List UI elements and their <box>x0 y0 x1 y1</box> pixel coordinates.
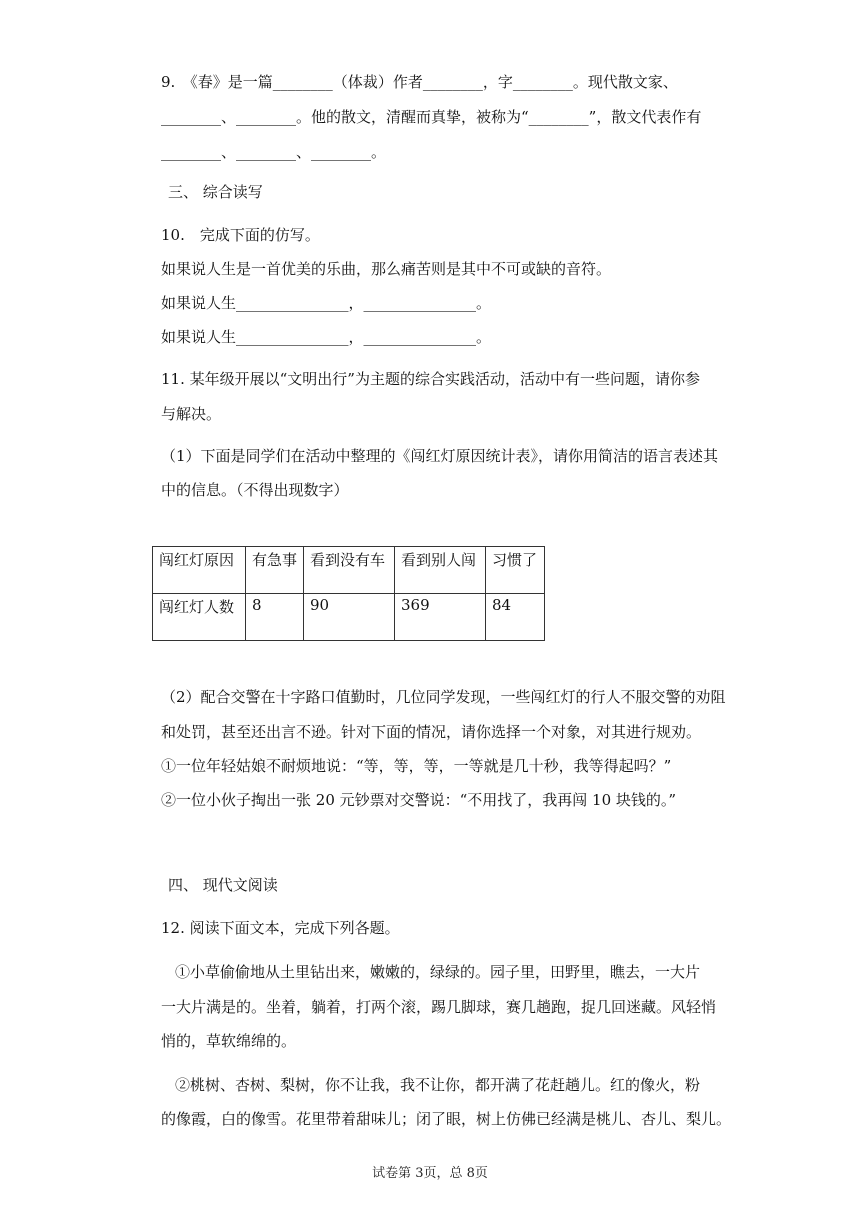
q9-line-3: ________、________、________。 <box>161 143 387 161</box>
q10-stem: 10. 完成下面的仿写。 <box>161 226 320 244</box>
q11-stem-line-1: 11. 某年级开展以“文明出行”为主题的综合实践活动，活动中有一些问题，请你参 <box>161 370 700 388</box>
passage-para-1-line-3: 悄的，草软绵绵的。 <box>161 1032 297 1050</box>
table-cell: 闯红灯原因 <box>153 547 246 594</box>
q10-example: 如果说人生是一首优美的乐曲，那么痛苦则是其中不可或缺的音符。 <box>161 260 612 278</box>
q11-part1-line-2: 中的信息。（不得出现数字） <box>161 481 349 499</box>
passage-para-2-line-1: ②桃树、杏树、梨树，你不让我，我不让你，都开满了花赶趟儿。红的像火，粉 <box>175 1076 701 1094</box>
q11-case-1: ①一位年轻姑娘不耐烦地说：“等，等，等，一等就是几十秒，我等得起吗？” <box>161 757 672 775</box>
q11-part2-line-1: （2）配合交警在十字路口值勤时，几位同学发现，一些闯红灯的行人不服交警的劝阻 <box>161 688 726 706</box>
q9-line-1: 9. 《春》是一篇________（体裁）作者________，字________。现代散文家、 <box>161 73 678 91</box>
table-header-row <box>153 547 545 594</box>
table-cell: 90 <box>304 594 395 641</box>
page-footer: 试卷第 3页，总 8页 <box>372 1166 488 1181</box>
table-cell: 闯红灯人数 <box>153 594 246 641</box>
q11-case-2: ②一位小伙子掏出一张 20 元钞票对交警说：“不用找了，我再闯 10 块钱的。” <box>161 791 677 809</box>
section-3-heading: 三、 综合读写 <box>168 183 263 201</box>
table-cell: 看到没有车 <box>304 547 395 594</box>
red-light-stats-table <box>152 546 545 641</box>
q12-stem: 12. 阅读下面文本，完成下列各题。 <box>161 919 400 937</box>
table-cell: 看到别人闯 <box>395 547 486 594</box>
q11-part1-line-1: （1）下面是同学们在活动中整理的《闯红灯原因统计表》，请你用简洁的语言表述其 <box>161 447 719 465</box>
passage-para-1-line-2: 一大片满是的。坐着，躺着，打两个滚，踢几脚球，赛几趟跑，捉几回迷藏。风轻悄 <box>161 998 717 1016</box>
q11-part2-line-2: 和处罚，甚至还出言不逊。针对下面的情况，请你选择一个对象，对其进行规劝。 <box>161 723 702 741</box>
q11-stem-line-2: 与解决。 <box>161 405 222 423</box>
table-cell: 有急事 <box>246 547 304 594</box>
table-cell: 369 <box>395 594 486 641</box>
passage-para-2-line-2: 的像霞，白的像雪。花里带着甜味儿；闭了眼，树上仿佛已经满是桃儿、杏儿、梨儿。 <box>161 1110 732 1128</box>
table-cell: 8 <box>246 594 304 641</box>
table-cell: 84 <box>486 594 545 641</box>
passage-para-1-line-1: ①小草偷偷地从土里钻出来，嫩嫩的，绿绿的。园子里，田野里，瞧去，一大片 <box>175 963 701 981</box>
table-cell: 习惯了 <box>486 547 545 594</box>
q9-line-2: ________、________。他的散文，清醒而真挚，被称为“________”，散文代表作有 <box>161 108 702 126</box>
q10-blank-1: 如果说人生_______________，_______________。 <box>161 294 492 312</box>
section-4-heading: 四、 现代文阅读 <box>168 876 278 894</box>
q10-blank-2: 如果说人生_______________，_______________。 <box>161 328 492 346</box>
table-row <box>153 594 545 641</box>
